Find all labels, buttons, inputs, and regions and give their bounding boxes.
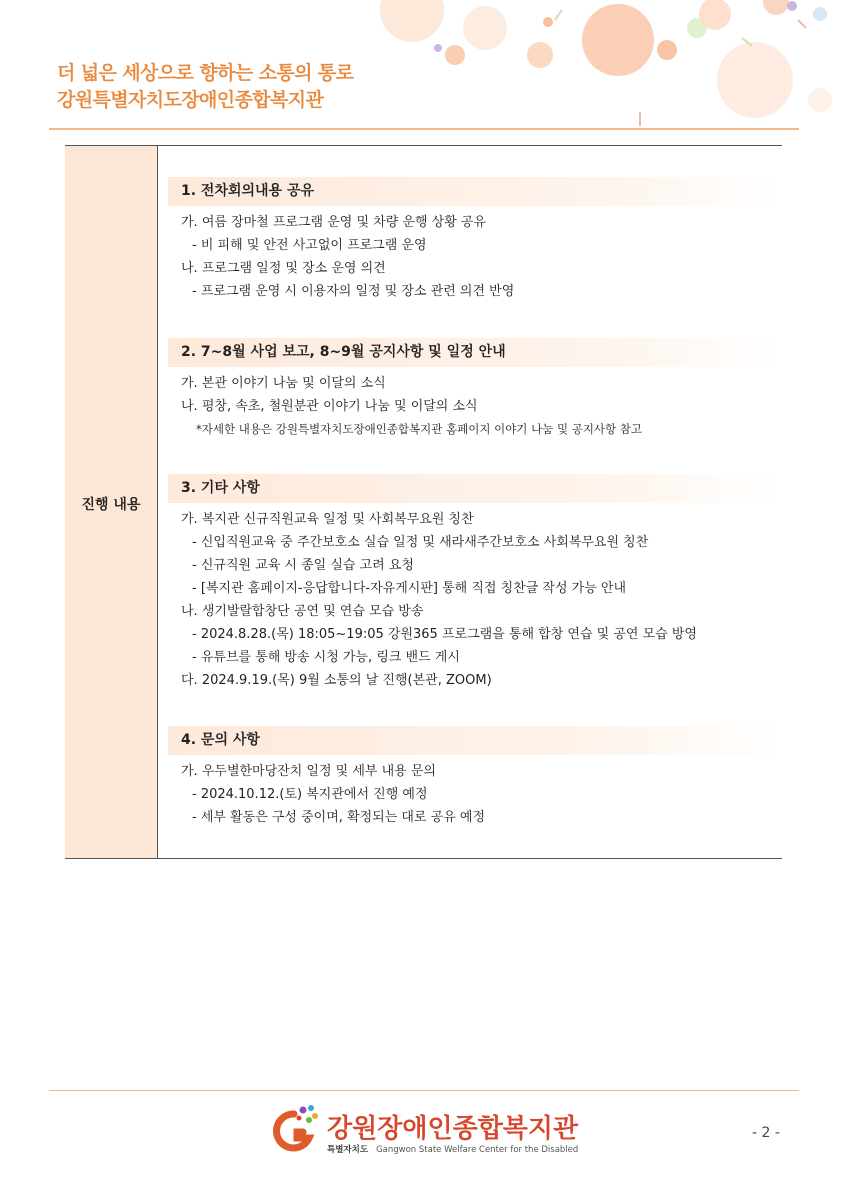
sub-item: - [복지관 홈페이지-응답합니다-자유게시판] 통해 직접 칭찬글 작성 가능 안내 [192,581,627,596]
section-3 [168,474,782,692]
sub-item: - 신규직원 교육 시 종일 실습 고려 요청 [192,558,414,573]
list-item: 가. 여름 장마철 프로그램 운영 및 차량 운행 상황 공유 [181,215,487,230]
list-item: 나. 평창, 속초, 철원분관 이야기 나눔 및 이달의 소식 [181,399,478,414]
section-4 [168,726,782,829]
section-2 [168,338,782,440]
note: *자세한 내용은 강원특별자치도장애인종합복지관 홈페이지 이야기 나눔 및 공지사항 참고 [196,422,643,436]
section-heading: 2. 7~8월 사업 보고, 8~9월 공지사항 및 일정 안내 [168,338,782,367]
sub-item: - 2024.8.28.(목) 18:05~19:05 강원365 프로그램을 통해 합창 연습 및 공연 모습 방영 [192,627,697,642]
logo-name: 강원장애인종합복지관 [327,1114,579,1144]
list-item: 가. 본관 이야기 나눔 및 이달의 소식 [181,376,386,391]
list-item: 가. 복지관 신규직원교육 일정 및 사회복무요원 칭찬 [181,512,474,527]
list-item: 나. 생기발랄합창단 공연 및 연습 모습 방송 [181,604,424,619]
sub-item: - 2024.10.12.(토) 복지관에서 진행 예정 [192,787,428,802]
footer-divider [49,1090,799,1091]
page-number: - 2 - [752,1125,780,1141]
section-heading: 3. 기타 사항 [168,474,782,503]
label-progress: 진행 내용 [81,497,141,513]
sub-item: - 비 피해 및 안전 사고없이 프로그램 운영 [192,238,427,253]
header-title [57,60,353,114]
sub-item: - 세부 활동은 구성 중이며, 확정되는 대로 공유 예정 [192,810,486,825]
label-column [65,146,158,858]
minutes-table [65,145,782,859]
sub-item: - 신입직원교육 중 주간보호소 실습 일정 및 새라새주간보호소 사회복무요원 칭찬 [192,535,649,550]
sub-item: - 유튜브를 통해 방송 시청 가능, 링크 밴드 게시 [192,650,460,665]
header-divider [49,128,799,130]
logo-mark-icon [265,1100,323,1158]
logo-english: Gangwon State Welfare Center for the Disabled [376,1145,579,1155]
logo-subtitle [327,1143,578,1155]
section-1 [168,177,782,303]
sub-item: - 프로그램 운영 시 이용자의 일정 및 장소 관련 의견 반영 [192,284,515,299]
list-item: 나. 프로그램 일정 및 장소 운영 의견 [181,261,386,276]
section-heading: 4. 문의 사항 [168,726,782,755]
list-item: 다. 2024.9.19.(목) 9월 소통의 날 진행(본관, ZOOM) [181,673,492,688]
list-item: 가. 우두별한마당잔치 일정 및 세부 내용 문의 [181,764,436,779]
footer-logo [265,1100,585,1160]
logo-region: 특별자치도 [327,1145,369,1155]
header-slogan: 더 넓은 세상으로 향하는 소통의 통로 [57,62,354,84]
content-column [158,146,782,858]
header-org-name: 강원특별자치도장애인종합복지관 [57,89,324,111]
section-heading: 1. 전차회의내용 공유 [168,177,782,206]
